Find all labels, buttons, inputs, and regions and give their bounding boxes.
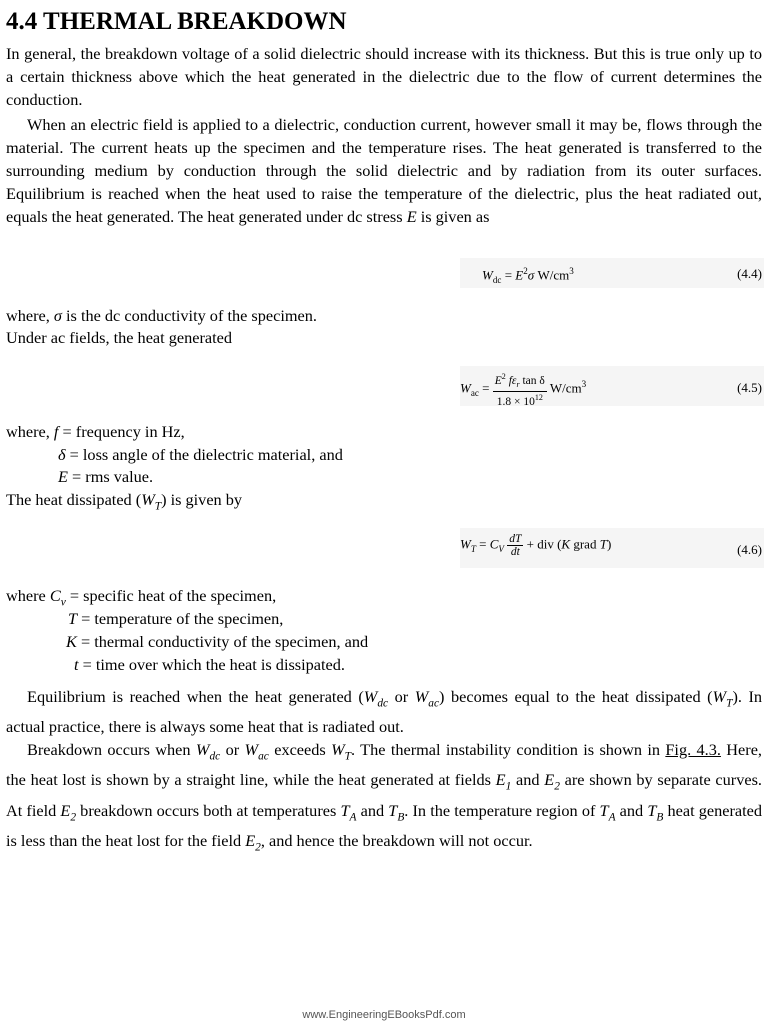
def-t-post: = time over which the heat is dissipated. (78, 655, 345, 674)
f-symbol: f (53, 422, 59, 441)
where-sigma-pre: where, (6, 306, 54, 325)
figure-link[interactable]: Fig. 4.3. (665, 740, 721, 759)
K-symbol: K (66, 632, 77, 651)
T-symbol: T (68, 609, 78, 628)
breakdown-text-a: Breakdown occurs when (27, 740, 196, 759)
equilibrium-text-b: ) becomes equal to the heat dissipated ( (439, 687, 713, 706)
equilibrium-text-c: ). In actual practice, there is always some heat that is radiated out. (6, 687, 763, 737)
footer-watermark: www.EngineeringEBooksPdf.com (302, 1009, 466, 1021)
paragraph-intro-text: In general, the breakdown voltage of a solid dielectric should increase with its thickness. But this is true only up to a certain thickness above which the heat generated in the dielectric due to the flow of current determines the conduction. (6, 44, 762, 109)
where-f-pre: where, (6, 422, 54, 441)
equation-4-6-number: (4.6) (737, 542, 762, 557)
def-t-line (74, 653, 345, 676)
where-sigma-post: is the dc conductivity of the specimen. (61, 306, 317, 325)
breakdown-and-1: and (511, 770, 545, 790)
breakdown-text-g: heat generated is less than the heat lost for the field (6, 800, 763, 850)
equation-4-6 (460, 528, 764, 568)
heat-dissipated-pre: The heat dissipated ( (6, 490, 142, 509)
paragraph-heat-generation-end: is given as (416, 207, 490, 226)
equation-4-6-numerator: dT (509, 533, 522, 545)
def-T-post: = temperature of the specimen, (77, 609, 284, 628)
paragraph-breakdown: Breakdown occurs when $W_{dc}$ or $W_{ac}$ exceeds $W_T$. The thermal instability condition is shown in Fig. 4.3. Here, the heat lost is shown by a straight line, while the heat generated at fields $E_1$ and $E_2$ are shown by separate curves. At field $E_2$ breakdown occurs both at temperatures $T_A$ and $T_B$. In the temperature region of $T_A$ and $T_B$ heat generated is less than the heat lost for the field $E_2$, and hence the breakdown will not occur. (6, 740, 763, 853)
under-ac-line: Under ac fields, the heat generated (6, 328, 233, 347)
equation-4-5-exponent: 12 (534, 393, 543, 403)
def-cv-post: = specific heat of the specimen, (65, 586, 277, 605)
equation-4-5-numerator: tan δ (522, 374, 545, 387)
where-delta-post: = loss angle of the dielectric material, and (65, 445, 343, 464)
def-T-line (68, 607, 283, 630)
equilibrium-or: or (388, 687, 415, 706)
breakdown-exceeds: exceeds (268, 740, 332, 759)
where-f-post: = frequency in Hz, (58, 422, 185, 441)
equation-4-5-expression: $W_{ac}$ = $\frac{E^2 f\varepsilon_r \tan \delta}{1.8 \times 10^{12}}$ $W/cm^3$ (460, 372, 587, 408)
equation-4-4-number: (4.4) (737, 266, 762, 281)
where-E-line (58, 465, 153, 488)
variable-E: E (406, 207, 417, 226)
breakdown-and-3: and (615, 800, 648, 820)
breakdown-text-b: . The thermal instability condition is shown in (351, 740, 666, 759)
breakdown-text-d: are shown by separate curves. At field (6, 770, 762, 820)
equilibrium-text-a: Equilibrium is reached when the heat generated ( (27, 687, 364, 706)
equation-4-6-grad: grad (570, 536, 600, 552)
breakdown-text-e: breakdown occurs both at temperatures (76, 800, 341, 820)
paragraph-heat-generation (6, 113, 762, 228)
equation-4-5-unit: W/cm (549, 380, 582, 396)
where-delta-line (58, 443, 343, 466)
equation-4-4-expression: $W_{dc} = E^2\sigma$ $W/cm^3$ (482, 266, 574, 285)
where-E-post: = rms value. (67, 467, 154, 486)
paragraph-equilibrium: Equilibrium is reached when the heat generated ($W_{dc}$ or $W_{ac}$) becomes equal to the heat dissipated $(W_T)$. In actual practice, there is always some heat that is radiated out. (6, 687, 763, 737)
def-K-post: = thermal conductivity of the specimen, and (76, 632, 369, 651)
equation-4-6-fraction (507, 533, 523, 558)
equation-4-4-unit: W/cm (537, 267, 570, 283)
delta-symbol: δ (58, 445, 66, 464)
breakdown-or: or (220, 740, 245, 759)
heat-dissipated-post: ) is given by (161, 490, 243, 509)
breakdown-text-f: . In the temperature region of (404, 800, 600, 820)
sigma-symbol: σ (53, 306, 62, 325)
where-f-line (6, 420, 185, 443)
t-symbol: t (74, 655, 79, 674)
def-cv-pre: where (6, 586, 50, 605)
equation-4-5-denominator: 1.8 × 10 (496, 395, 535, 408)
equation-4-5-number: (4.5) (737, 380, 762, 395)
equation-4-6-close: ) (606, 536, 612, 552)
paragraph-heat-generation-text: When an electric field is applied to a dielectric, conduction current, however small it may be, flows through the material. The current heats up the specimen and the temperature rises. The heat generated is transferred to the surrounding medium by conduction through the solid dielectric and by radiation from its outer surfaces. Equilibrium is reached when the heat used to raise the temperature of the dielectric, plus the heat radiated out, equals the heat generated. The heat generated under dc stress (6, 115, 762, 226)
def-K-line (66, 630, 368, 653)
def-cv-line: where $C_v$ = specific heat of the specimen, (6, 586, 277, 609)
equation-4-4 (460, 258, 764, 288)
equation-4-6-expression: $W_T = C_V$ $\frac{dT}{dt}$ + div (K grad T) (460, 533, 612, 558)
where-sigma-line (6, 304, 317, 327)
E-symbol: E (58, 467, 68, 486)
breakdown-text-c: Here, the heat lost is shown by a straight line, while the heat generated at fields (6, 740, 762, 790)
breakdown-and-2: and (356, 800, 389, 820)
equation-4-6-div: + div ( (523, 536, 562, 552)
equation-4-5 (460, 366, 764, 406)
paragraph-intro (6, 42, 762, 111)
section-title: 4.4 THERMAL BREAKDOWN (6, 8, 347, 35)
equation-4-5-fraction: $\frac{E^2 f\varepsilon_r \tan \delta}{1.8 \times 10^{12}}$ (494, 372, 545, 408)
breakdown-text-h: , and hence the breakdown will not occur. (260, 830, 533, 850)
heat-dissipated-line: The heat dissipated $(W_T)$ is given by (6, 490, 243, 513)
equation-4-6-denominator: dt (510, 546, 520, 558)
